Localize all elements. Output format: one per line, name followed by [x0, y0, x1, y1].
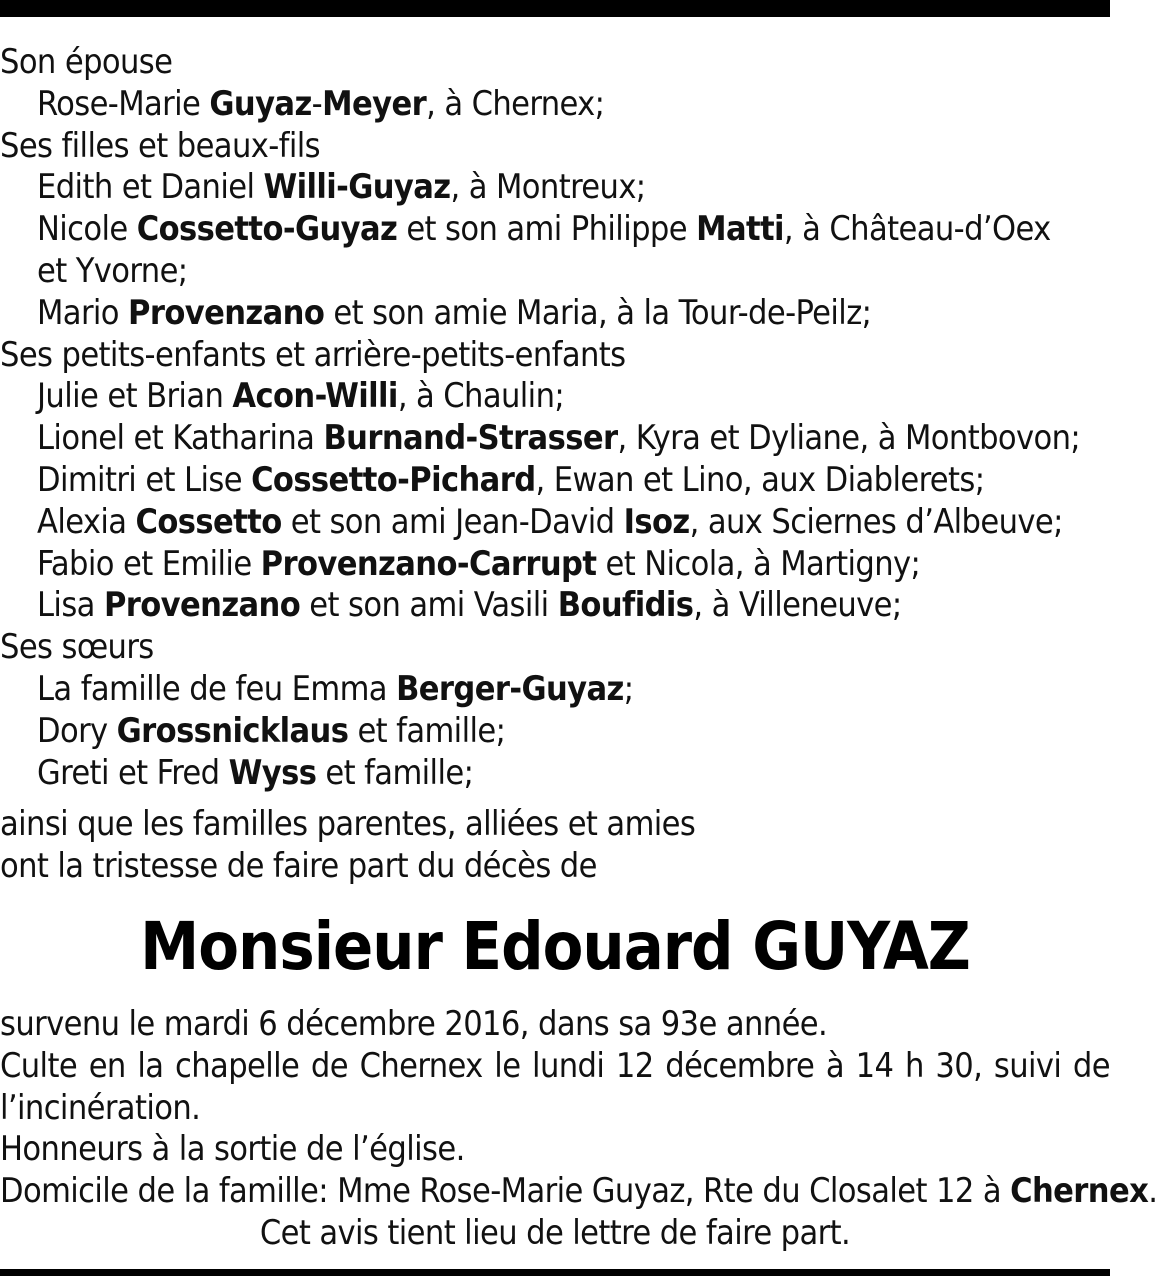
family-entry: Greti et Fred Wyss et famille;	[37, 752, 474, 793]
family-entry: Lisa Provenzano et son ami Vasili Boufidis, à Villeneuve;	[37, 585, 902, 626]
bottom-rule	[0, 1269, 1110, 1276]
ceremony-info: Culte en la chapelle de Chernex le lundi 12 décembre à 14 h 30, suivi de l’incinération.	[0, 1045, 1110, 1128]
honours-info: Honneurs à la sortie de l’église.	[0, 1129, 465, 1170]
family-entry: Lionel et Katharina Burnand-Strasser, Kyra et Dyliane, à Montbovon;	[37, 418, 1081, 459]
closing-line: ont la tristesse de faire part du décès de	[0, 846, 597, 887]
footer-note: Cet avis tient lieu de lettre de faire part.	[259, 1212, 851, 1253]
obituary-notice	[0, 42, 1157, 1255]
grandchildren-heading: Ses petits-enfants et arrière-petits-enfants	[0, 334, 626, 375]
daughters-heading: Ses filles et beaux-fils	[0, 125, 320, 166]
family-entry: Nicole Cossetto-Guyaz et son ami Philippe Matti, à Château-d’Oex et Yvorne;	[37, 209, 1051, 291]
death-date: survenu le mardi 6 décembre 2016, dans sa 93e année.	[0, 1003, 828, 1044]
closing-line: ainsi que les familles parentes, alliées et amies	[0, 804, 696, 845]
family-entry: Julie et Brian Acon-Willi, à Chaulin;	[37, 376, 565, 417]
family-entry: Fabio et Emilie Provenzano-Carrupt et Nicola, à Martigny;	[37, 543, 921, 584]
deceased-name: Monsieur Edouard GUYAZ	[140, 907, 970, 985]
family-entry: Mario Provenzano et son amie Maria, à la Tour-de-Peilz;	[37, 292, 872, 333]
spouse-heading: Son épouse	[0, 42, 173, 82]
sisters-heading: Ses sœurs	[0, 627, 154, 668]
family-entry: Edith et Daniel Willi-Guyaz, à Montreux;	[37, 167, 646, 208]
spouse-entry: Rose-Marie Guyaz-Meyer, à Chernex;	[37, 83, 605, 124]
domicile-info: Domicile de la famille: Mme Rose-Marie Guyaz, Rte du Closalet 12 à Chernex.	[0, 1171, 1157, 1212]
family-entry: Dory Grossnicklaus et famille;	[37, 710, 506, 751]
family-entry: Dimitri et Lise Cossetto-Pichard, Ewan et Lino, aux Diablerets;	[37, 459, 985, 500]
family-entry: La famille de feu Emma Berger-Guyaz;	[37, 668, 634, 709]
top-rule	[0, 0, 1110, 17]
family-entry: Alexia Cossetto et son ami Jean-David Isoz, aux Sciernes d’Albeuve;	[37, 501, 1063, 542]
